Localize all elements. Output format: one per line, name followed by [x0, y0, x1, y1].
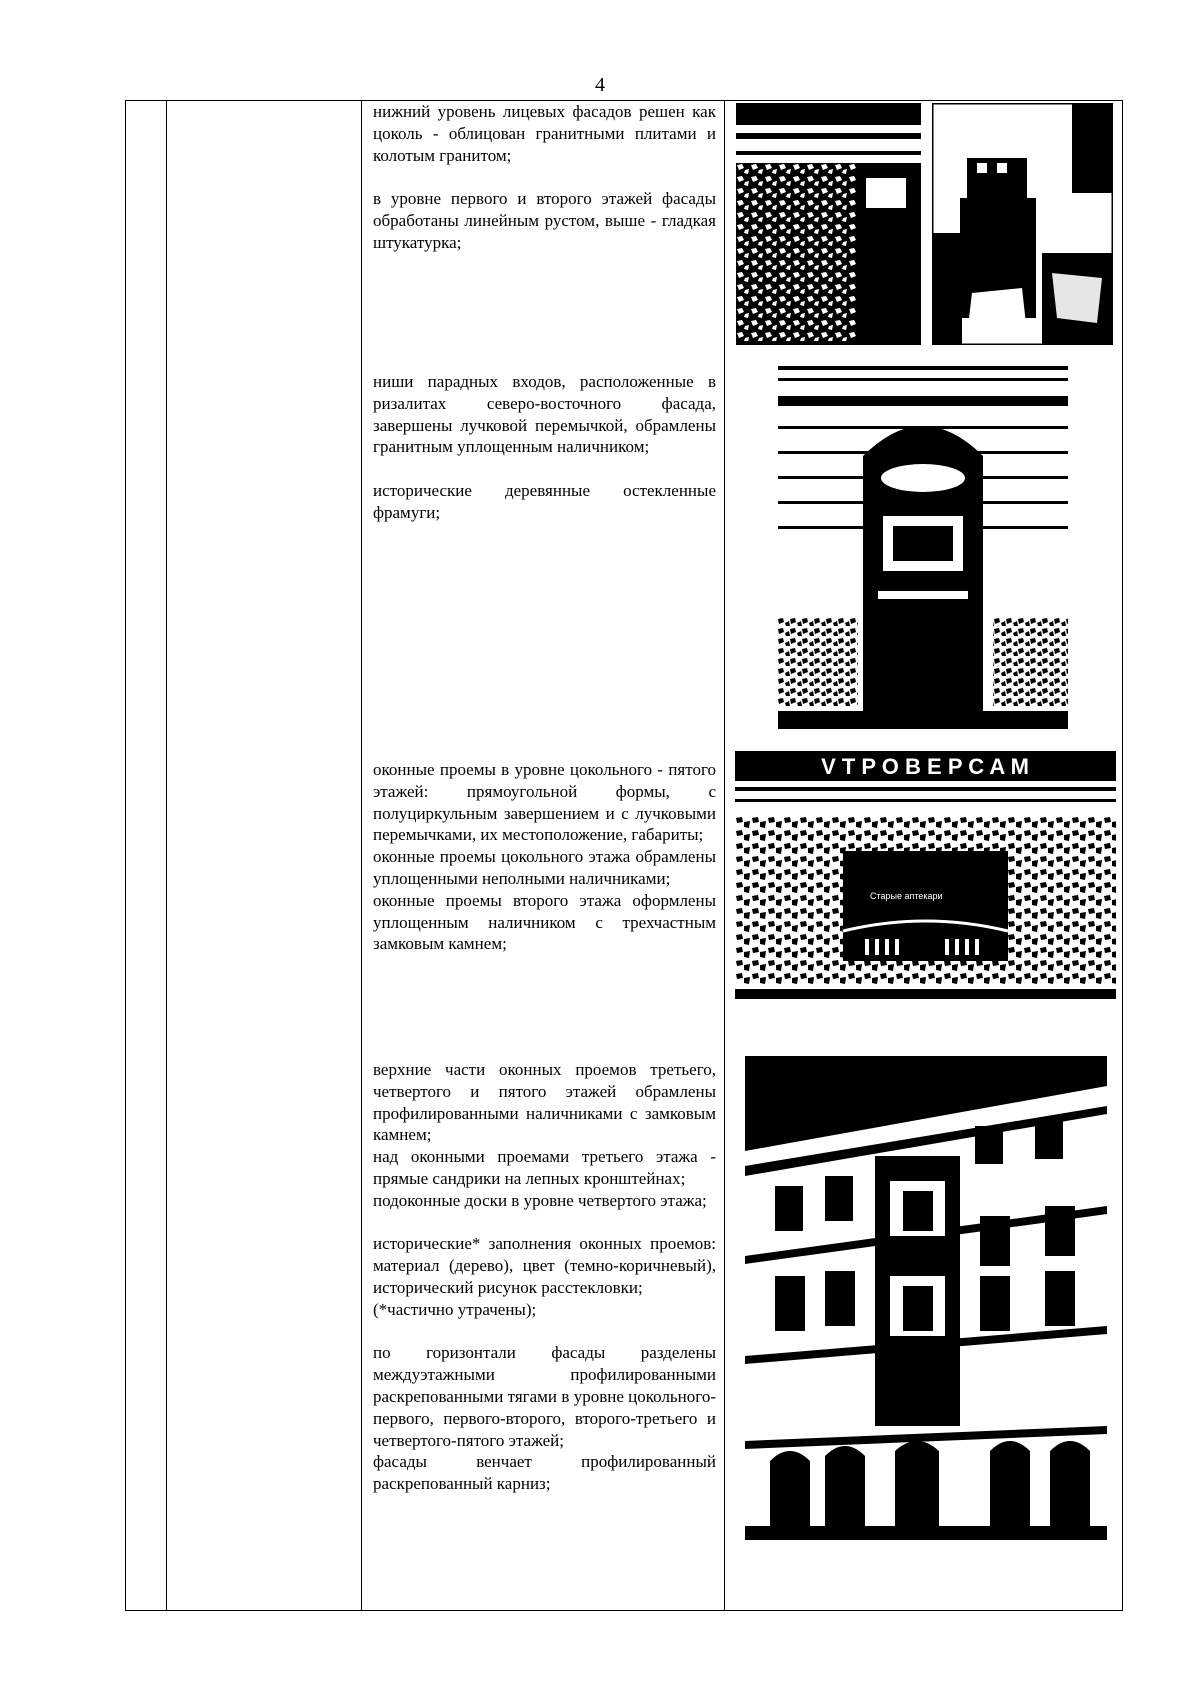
paragraph-second-floor-windows: оконные проемы второго этажа оформлены уплощенным наличником с трехчастным замковым камнем;: [373, 890, 716, 954]
paragraph-plinth-windows: оконные проемы цокольного этажа обрамлены уплощенными неполными наличниками;: [373, 847, 716, 888]
description-block-windows: [373, 759, 716, 955]
paragraph-transoms: исторические деревянные остекленные фрамуги;: [373, 480, 716, 522]
table-bottom-border: [125, 1610, 1123, 1611]
paragraph-rustication: в уровне первого и второго этажей фасады обработаны линейным рустом, выше - гладкая штукатурка;: [373, 189, 716, 252]
paragraph-plinth: нижний уровень лицевых фасадов решен как цоколь - облицован гранитными плитами и колотым гранитом;: [373, 102, 716, 165]
photo-plinth-granite: [736, 103, 921, 345]
page-number: 4: [595, 74, 605, 96]
table-column-divider-3: [724, 100, 725, 1611]
paragraph-entrance-niches: ниши парадных входов, расположенные в ризалитах северо-восточного фасада, завершены лучковой перемычкой, обрамлены гранитным уплощенным наличником;: [373, 372, 716, 457]
photo-plinth-door: [932, 103, 1113, 345]
shop-sign-text: Старые аптекари: [870, 891, 943, 901]
paragraph-partially-lost: (*частично утрачены);: [373, 1299, 537, 1319]
photo-plinth-window: [735, 751, 1116, 999]
shop-sign-letters: V T P O B E P C A M: [821, 754, 1029, 779]
paragraph-horizontal-cornices: по горизонтали фасады разделены междуэтажными профилированными раскрепованными тягами в уровне цокольного-первого, первого-второго, второго-третьего и четвертого-пятого этажей;: [373, 1343, 716, 1450]
table-border-right: [1122, 100, 1123, 1611]
description-block-plinth: [373, 101, 716, 254]
paragraph-upper-window-frames: верхние части оконных проемов третьего, четвертого и пятого этажей обрамлены профилированными наличниками с замковым камнем;: [373, 1060, 716, 1145]
description-block-entrances: [373, 371, 716, 524]
paragraph-crowning-cornice: фасады венчает профилированный раскрепованный карниз;: [373, 1452, 716, 1494]
paragraph-sandriki: над оконными проемами третьего этажа - прямые сандрики на лепных кронштейнах;: [373, 1147, 716, 1188]
table-column-divider-2: [361, 100, 362, 1611]
table-border-left: [125, 100, 126, 1611]
paragraph-window-openings: оконные проемы в уровне цокольного - пятого этажей: прямоугольной формы, с полуциркульным завершением и с лучковыми перемычками, их местоположение, габариты;: [373, 760, 716, 845]
photo-entrance-niche: [778, 366, 1068, 729]
table-column-divider-1: [166, 100, 167, 1611]
paragraph-window-sills: подоконные доски в уровне четвертого этажа;: [373, 1190, 707, 1210]
paragraph-historic-fillings: исторические* заполнения оконных проемов: материал (дерево), цвет (темно-коричневый), исторический рисунок расстекловки;: [373, 1234, 716, 1297]
description-block-upper-floors: [373, 1059, 716, 1495]
photo-building-facade: [745, 1056, 1107, 1540]
